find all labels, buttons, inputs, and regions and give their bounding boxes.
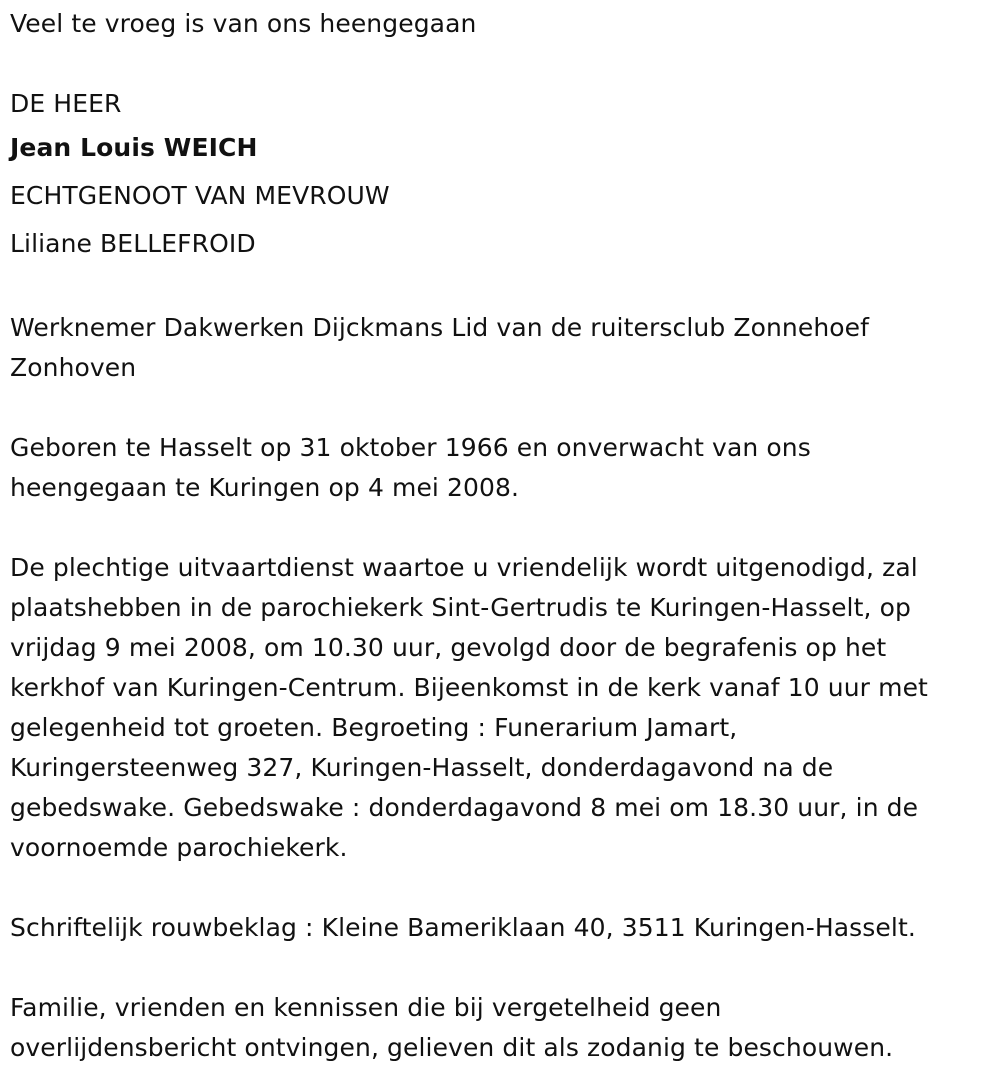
service-line: plaatshebben in de parochiekerk Sint-Gertrudis te Kuringen-Hasselt, op: [10, 593, 911, 622]
condolences-address: Schriftelijk rouwbeklag : Kleine Bameriklaan 40, 3511 Kuringen-Hasselt.: [10, 913, 916, 942]
spouse-label: ECHTGENOOT VAN MEVROUW: [10, 181, 390, 210]
service-line: gelegenheid tot groeten. Begroeting : Funerarium Jamart,: [10, 713, 738, 742]
spouse-name: Liliane BELLEFROID: [10, 229, 256, 258]
honorific: DE HEER: [10, 89, 122, 118]
birth-death-line: Geboren te Hasselt op 31 oktober 1966 en onverwacht van ons: [10, 433, 811, 462]
service-line: vrijdag 9 mei 2008, om 10.30 uur, gevolgd door de begrafenis op het: [10, 633, 887, 662]
service-line: Kuringersteenweg 327, Kuringen-Hasselt, donderdagavond na de: [10, 753, 834, 782]
occupation-line: Zonhoven: [10, 353, 137, 382]
closing-line: Familie, vrienden en kennissen die bij vergetelheid geen: [10, 993, 722, 1022]
birth-death-paragraph: [10, 428, 990, 508]
funeral-service-paragraph: [10, 548, 990, 868]
obituary-notice: [10, 4, 990, 1068]
occupation-line: Werknemer Dakwerken Dijckmans Lid van de ruitersclub Zonnehoef: [10, 313, 870, 342]
deceased-block: [10, 84, 990, 268]
condolences-paragraph: [10, 908, 990, 948]
service-line: voornoemde parochiekerk.: [10, 833, 348, 862]
service-line: kerkhof van Kuringen-Centrum. Bijeenkomst in de kerk vanaf 10 uur met: [10, 673, 928, 702]
closing-line: overlijdensbericht ontvingen, gelieven dit als zodanig te beschouwen.: [10, 1033, 894, 1062]
occupation-paragraph: [10, 308, 990, 388]
birth-death-line: heengegaan te Kuringen op 4 mei 2008.: [10, 473, 520, 502]
deceased-name: Jean Louis WEICH: [10, 133, 258, 162]
closing-paragraph: [10, 988, 990, 1068]
service-line: De plechtige uitvaartdienst waartoe u vriendelijk wordt uitgenodigd, zal: [10, 553, 918, 582]
intro-text: Veel te vroeg is van ons heengegaan: [10, 9, 477, 38]
service-line: gebedswake. Gebedswake : donderdagavond 8 mei om 18.30 uur, in de: [10, 793, 919, 822]
